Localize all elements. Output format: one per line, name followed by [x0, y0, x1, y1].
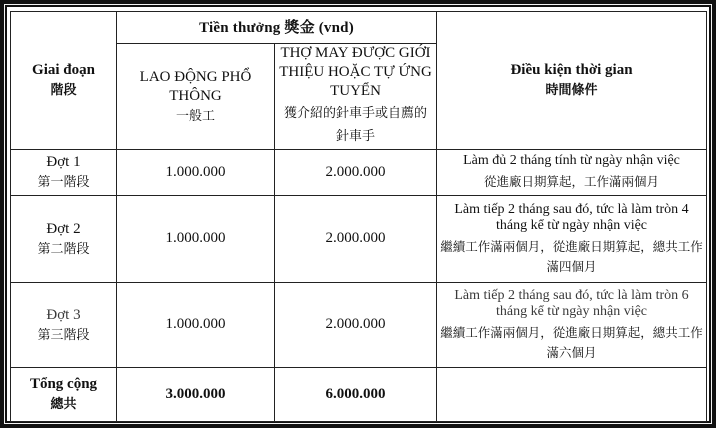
condition-cell [437, 195, 707, 282]
general-amount: 1.000.000 [117, 149, 275, 195]
header-bonus-title: Tiền thưởng 獎金 (vnd) [199, 19, 354, 36]
stage-cjk: 第三階段 [37, 327, 90, 343]
total-condition-cell [437, 367, 707, 421]
total-label-vi: Tổng cộng [29, 376, 98, 393]
header-condition-vi: Điều kiện thời gian [510, 62, 633, 79]
stage-cell [11, 282, 117, 367]
bonus-table [10, 11, 707, 422]
total-sewer-amount: 6.000.000 [275, 367, 437, 421]
condition-cjk: 從進廠日期算起，工作滿兩個月 [484, 173, 660, 189]
sewer-amount: 2.000.000 [275, 149, 437, 195]
condition-cjk: 繼續工作滿兩個月，從進廠日期算起，總共工作滿四個月 [440, 239, 703, 274]
table-row [11, 149, 707, 195]
header-bonus-cell [117, 12, 437, 44]
condition-cell [437, 282, 707, 367]
header-stage-cjk: 階段 [50, 83, 77, 99]
stage-vi: Đợt 2 [46, 220, 81, 237]
total-label-cell [11, 367, 117, 421]
stage-cjk: 第一階段 [37, 175, 90, 190]
header-sewer-cjk: 獲介紹的針車手或自薦的針車手 [284, 106, 428, 144]
header-row-top [11, 12, 707, 44]
header-sewer-cell [275, 44, 437, 150]
total-label-cjk: 總共 [50, 397, 77, 412]
condition-vi: Làm tiếp 2 tháng sau đó, tức là làm tròn 4 tháng kể từ ngày nhận việc [454, 201, 689, 234]
total-general-amount: 3.000.000 [117, 367, 275, 421]
stage-cjk: 第二階段 [37, 241, 90, 257]
condition-cjk: 繼續工作滿兩個月，從進廠日期算起，總共工作滿六個月 [440, 325, 703, 360]
header-stage-cell [11, 12, 117, 150]
table-row [11, 282, 707, 367]
header-general-cell [117, 44, 275, 150]
stage-cell [11, 149, 117, 195]
header-general-cjk: 一般工 [175, 108, 215, 124]
condition-cell [437, 149, 707, 195]
table-row [11, 195, 707, 282]
general-amount: 1.000.000 [117, 282, 275, 367]
header-condition-cjk: 時間條件 [545, 83, 598, 99]
condition-vi: Làm đủ 2 tháng tính từ ngày nhận việc [463, 153, 680, 169]
header-condition-cell [437, 12, 707, 150]
total-row [11, 367, 707, 421]
condition-vi: Làm tiếp 2 tháng sau đó, tức là làm tròn 6 tháng kể từ ngày nhận việc [454, 287, 689, 320]
header-stage-vi: Giai đoạn [32, 62, 95, 79]
stage-vi: Đợt 1 [46, 154, 81, 171]
sewer-amount: 2.000.000 [275, 282, 437, 367]
stage-cell [11, 195, 117, 282]
header-general-vi: LAO ĐỘNG PHỔ THÔNG [139, 69, 252, 104]
general-amount: 1.000.000 [117, 195, 275, 282]
stage-vi: Đợt 3 [46, 306, 81, 323]
sewer-amount: 2.000.000 [275, 195, 437, 282]
header-sewer-vi: THỢ MAY ĐƯỢC GIỚI THIỆU HOẶC TỰ ỨNG TUYỂN [279, 45, 432, 99]
